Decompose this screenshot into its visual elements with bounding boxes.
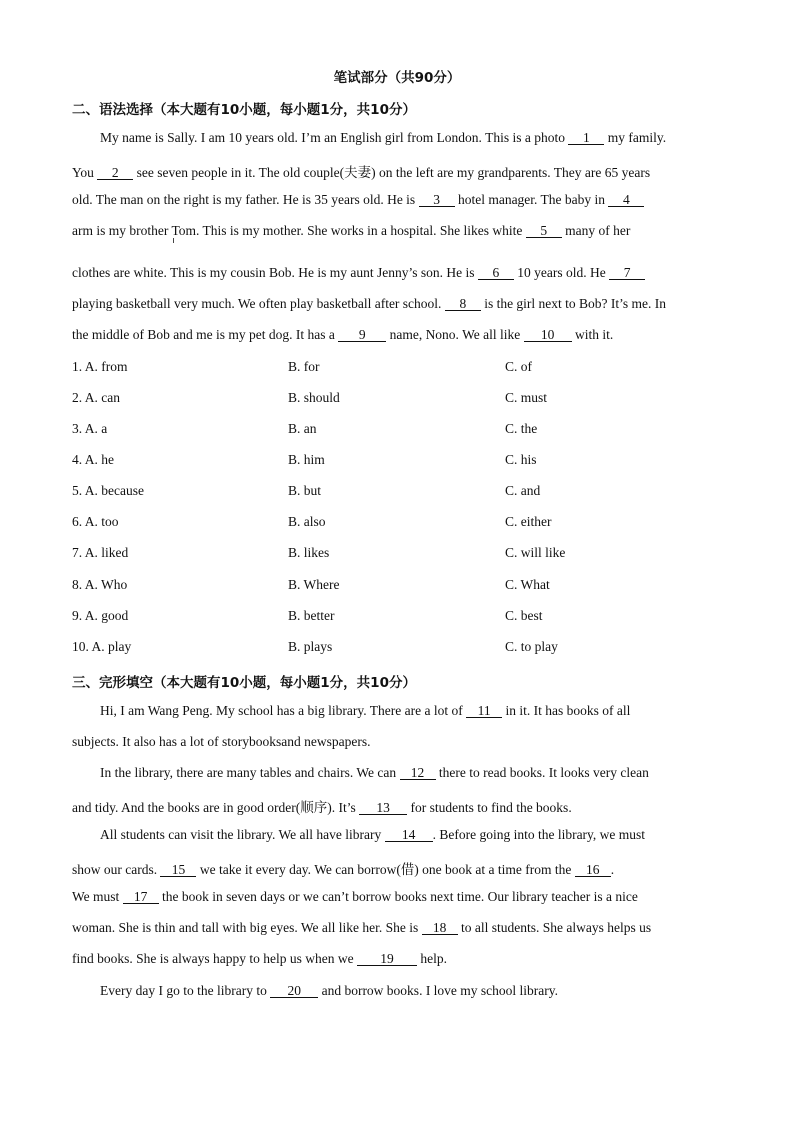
answer-blank-13[interactable]: 13 (359, 801, 407, 815)
answer-blank-3[interactable]: 3 (419, 193, 455, 207)
option-b[interactable]: B. but (288, 483, 322, 498)
option-c[interactable]: C. must (505, 390, 548, 405)
grammar-passage-line (72, 327, 722, 343)
passage-text: . Before going into the library, we must (432, 827, 646, 842)
passage-text: the book in seven days or we can’t borrow books next time. Our library teacher is a nice (158, 889, 638, 904)
option-c[interactable]: C. will like (505, 545, 566, 560)
answer-blank-9[interactable]: 9 (338, 328, 386, 342)
passage-text: . (610, 862, 615, 877)
passage-text: help. (416, 951, 447, 966)
passage-text: in it. It has books of all (502, 703, 631, 718)
option-b[interactable]: B. should (288, 390, 340, 405)
passage-text: woman. She is thin and tall with big eyes. We all like her. She is (72, 920, 422, 935)
passage-text: My name is Sally. I am 10 years old. I’m an English girl from London. This is a photo (100, 130, 569, 145)
passage-text: with it. (571, 327, 614, 342)
cloze-passage-line (72, 734, 722, 750)
passage-text: old. The man on the right is my father. He is 35 years old. He is (72, 192, 419, 207)
passage-text: Hi, I am Wang Peng. My school has a big library. There are a lot of (100, 703, 467, 718)
option-b[interactable]: B. him (288, 452, 325, 467)
answer-blank-17[interactable]: 17 (123, 890, 159, 904)
cloze-passage-line (72, 951, 722, 967)
passage-text: we take it every day. We can borrow(借) one book at a time from the (196, 862, 575, 877)
question-option-row (72, 452, 722, 470)
question-option-row (72, 390, 722, 408)
answer-blank-5[interactable]: 5 (526, 224, 562, 238)
answer-blank-14[interactable]: 14 (385, 828, 433, 842)
option-a[interactable]: 7. A. liked (72, 545, 129, 560)
passage-text: see seven people in it. The old couple(夫妻) on the left are my grandparents. They are 65 years (133, 165, 651, 180)
passage-text: show our cards. (72, 862, 161, 877)
section-heading-cloze: 三、完形填空（本大题有10小题，每小题1分，共10分） (72, 675, 416, 691)
option-b[interactable]: B. for (288, 359, 320, 374)
cloze-passage-line (72, 796, 722, 816)
passage-text: my family. (604, 130, 667, 145)
option-c[interactable]: C. best (505, 608, 543, 623)
option-a[interactable]: 3. A. a (72, 421, 108, 436)
option-a[interactable]: 6. A. too (72, 514, 119, 529)
answer-blank-8[interactable]: 8 (445, 297, 481, 311)
passage-text: for students to find the books. (407, 800, 572, 815)
option-c[interactable]: C. of (505, 359, 532, 374)
cloze-passage-line (100, 703, 750, 719)
passage-text: and borrow books. I love my school library. (318, 983, 559, 998)
answer-blank-6[interactable]: 6 (478, 266, 514, 280)
answer-blank-2[interactable]: 2 (97, 166, 133, 180)
passage-text: there to read books. It looks very clean (435, 765, 649, 780)
passage-text: 10 years old. He (513, 265, 610, 280)
grammar-passage-line (100, 130, 750, 146)
question-option-row (72, 359, 722, 377)
cloze-passage-line (72, 920, 722, 936)
cloze-passage-line (100, 827, 750, 843)
answer-blank-10[interactable]: 10 (524, 328, 572, 342)
option-b[interactable]: B. also (288, 514, 326, 529)
option-a[interactable]: 2. A. can (72, 390, 120, 405)
question-option-row (72, 514, 722, 532)
passage-text: hotel manager. The baby in (454, 192, 609, 207)
option-b[interactable]: B. plays (288, 639, 333, 654)
answer-blank-12[interactable]: 12 (400, 766, 436, 780)
passage-text: is the girl next to Bob? It’s me. In (480, 296, 667, 311)
option-a[interactable]: 10. A. play (72, 639, 132, 654)
cloze-passage-line (100, 983, 750, 999)
passage-text: name, Nono. We all like (386, 327, 524, 342)
grammar-passage-line (72, 161, 722, 181)
passage-text: many of her (561, 223, 631, 238)
answer-blank-20[interactable]: 20 (270, 984, 318, 998)
passage-text: find books. She is always happy to help us when we (72, 951, 357, 966)
option-b[interactable]: B. likes (288, 545, 330, 560)
passage-text: clothes are white. This is my cousin Bob. He is my aunt Jenny’s son. He is (72, 265, 478, 280)
question-option-row (72, 483, 722, 501)
passage-text: arm is my brother Tom. This is my mother. She works in a hospital. She likes white (72, 223, 526, 238)
option-a[interactable]: 1. A. from (72, 359, 128, 374)
question-option-row (72, 545, 722, 563)
grammar-passage-line (72, 223, 722, 239)
option-b[interactable]: B. better (288, 608, 335, 623)
answer-blank-19[interactable]: 19 (357, 952, 417, 966)
question-option-row (72, 577, 722, 595)
answer-blank-15[interactable]: 15 (160, 863, 196, 877)
option-a[interactable]: 4. A. he (72, 452, 114, 467)
passage-text: We must (72, 889, 123, 904)
passage-text: Every day I go to the library to (100, 983, 271, 998)
grammar-passage-line (72, 192, 722, 208)
option-a[interactable]: 9. A. good (72, 608, 129, 623)
answer-blank-16[interactable]: 16 (575, 863, 611, 877)
answer-blank-11[interactable]: 11 (466, 704, 502, 718)
passage-text: subjects. It also has a lot of storybooksand newspapers. (72, 734, 371, 749)
option-c[interactable]: C. What (505, 577, 550, 592)
section-heading-grammar: 二、语法选择（本大题有10小题，每小题1分，共10分） (72, 102, 416, 118)
answer-blank-7[interactable]: 7 (609, 266, 645, 280)
cloze-passage-line (100, 765, 750, 781)
option-c[interactable]: C. either (505, 514, 552, 529)
grammar-passage-line (72, 296, 722, 312)
cloze-passage-line (72, 889, 722, 905)
page-title: 笔试部分（共90分） (333, 70, 461, 86)
option-a[interactable]: 5. A. because (72, 483, 144, 498)
stray-mark (173, 238, 174, 243)
question-option-row (72, 639, 722, 657)
passage-text: playing basketball very much. We often play basketball after school. (72, 296, 445, 311)
passage-text: and tidy. And the books are in good order(顺序). It’s (72, 800, 360, 815)
grammar-passage-line (72, 265, 722, 281)
option-c[interactable]: C. the (505, 421, 538, 436)
cloze-passage-line (72, 858, 722, 878)
passage-text: to all students. She always helps us (457, 920, 652, 935)
question-option-row (72, 608, 722, 626)
option-c[interactable]: C. and (505, 483, 541, 498)
option-b[interactable]: B. Where (288, 577, 340, 592)
passage-text: All students can visit the library. We all have library (100, 827, 385, 842)
option-a[interactable]: 8. A. Who (72, 577, 128, 592)
option-c[interactable]: C. to play (505, 639, 558, 654)
passage-text: the middle of Bob and me is my pet dog. It has a (72, 327, 339, 342)
option-b[interactable]: B. an (288, 421, 317, 436)
answer-blank-4[interactable]: 4 (608, 193, 644, 207)
passage-text: You (72, 165, 98, 180)
answer-blank-18[interactable]: 18 (422, 921, 458, 935)
question-option-row (72, 421, 722, 439)
passage-text: In the library, there are many tables and chairs. We can (100, 765, 400, 780)
answer-blank-1[interactable]: 1 (568, 131, 604, 145)
option-c[interactable]: C. his (505, 452, 537, 467)
